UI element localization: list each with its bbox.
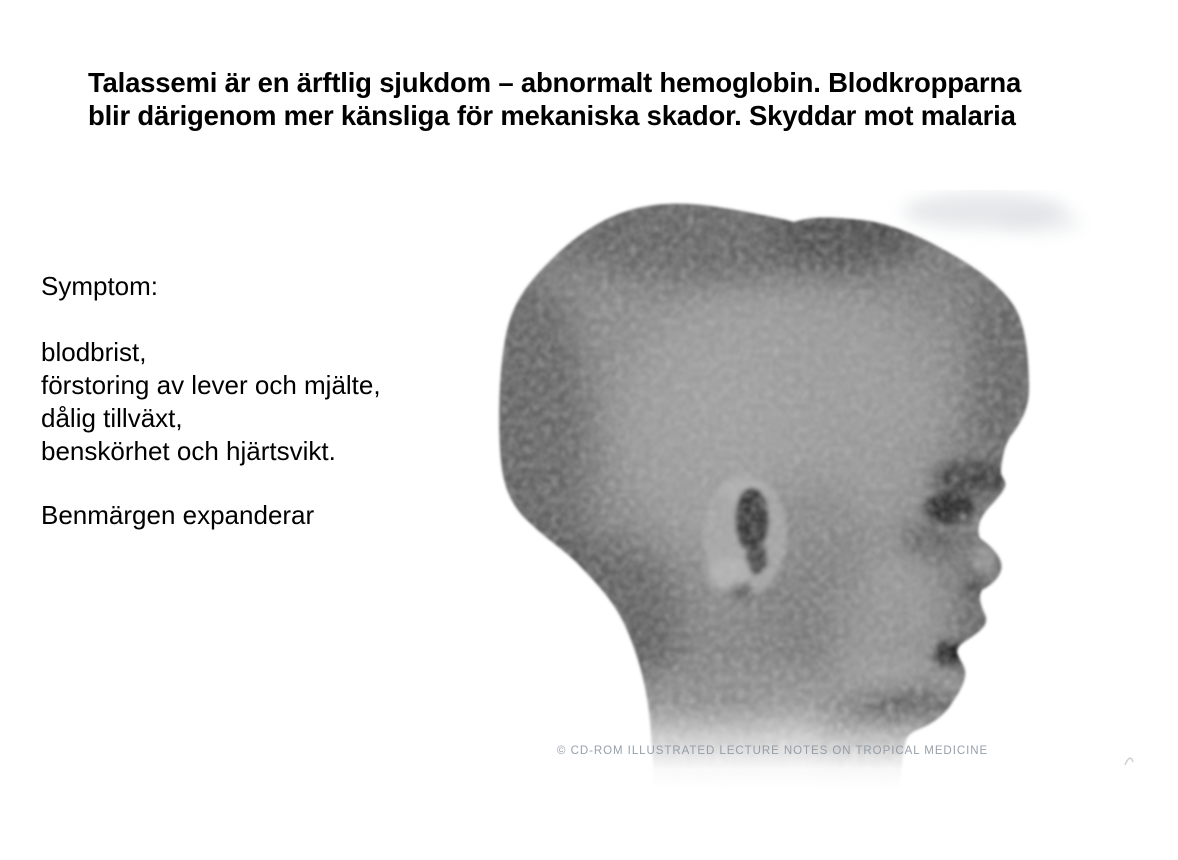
child-profile-photo — [480, 190, 1178, 790]
slide-title — [88, 66, 1021, 132]
symptom-heading: Symptom: — [41, 271, 159, 301]
symptom-item: blodbrist, — [41, 337, 147, 367]
symptom-note: Benmärgen expanderar — [41, 500, 315, 530]
symptom-list — [41, 270, 381, 532]
symptom-item: dålig tillväxt, — [41, 403, 183, 433]
photo-bottom-fade — [480, 650, 1178, 790]
symptom-item: benskörhet och hjärtsvikt. — [41, 436, 336, 466]
slide-title-line-1: Talassemi är en ärftlig sjukdom – abnormalt hemoglobin. Blodkropparna — [88, 67, 1022, 98]
symptom-item: förstoring av lever och mjälte, — [41, 370, 381, 400]
slide-title-line-2: blir därigenom mer känsliga för mekaniska skador. Skyddar mot malaria — [88, 100, 1016, 131]
photo-caption: © CD-ROM ILLUSTRATED LECTURE NOTES ON TROPICAL MEDICINE — [557, 745, 989, 757]
clinical-photo — [480, 190, 1178, 790]
symptom-items — [41, 336, 381, 468]
